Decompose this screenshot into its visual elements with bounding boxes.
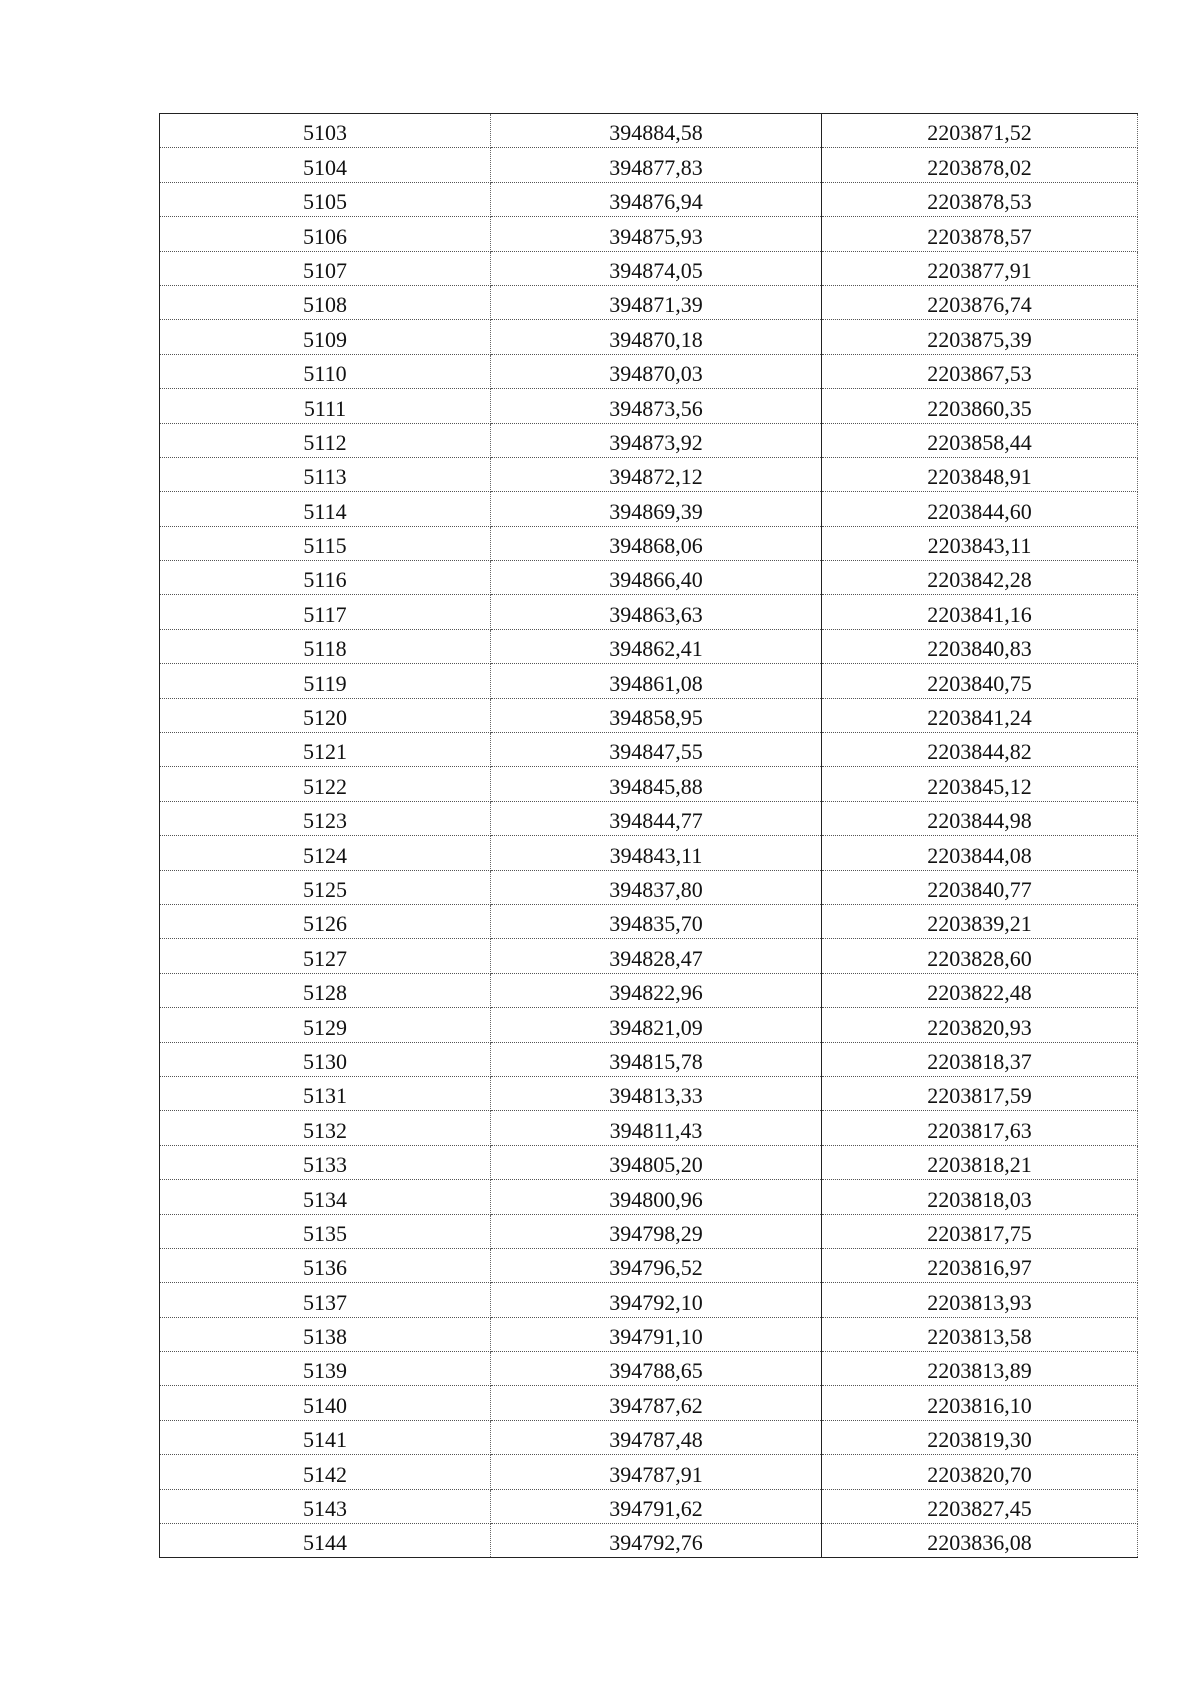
table-row [160, 217, 1138, 251]
point-number-cell: 5130 [160, 1042, 491, 1076]
table-row [160, 114, 1138, 148]
point-number-cell: 5115 [160, 526, 491, 560]
point-number-cell: 5108 [160, 285, 491, 319]
x-coordinate-cell: 394873,56 [491, 389, 822, 423]
point-number-cell: 5125 [160, 870, 491, 904]
table-row [160, 973, 1138, 1007]
point-number-cell: 5140 [160, 1386, 491, 1420]
x-coordinate-cell: 394787,62 [491, 1386, 822, 1420]
x-coordinate-cell: 394874,05 [491, 251, 822, 285]
x-coordinate-cell: 394788,65 [491, 1352, 822, 1386]
table-row [160, 1111, 1138, 1145]
y-coordinate-cell: 2203840,83 [822, 629, 1138, 663]
x-coordinate-cell: 394877,83 [491, 148, 822, 182]
y-coordinate-cell: 2203844,08 [822, 836, 1138, 870]
x-coordinate-cell: 394861,08 [491, 664, 822, 698]
y-coordinate-cell: 2203876,74 [822, 285, 1138, 319]
table-row [160, 423, 1138, 457]
point-number-cell: 5120 [160, 698, 491, 732]
y-coordinate-cell: 2203871,52 [822, 114, 1138, 148]
y-coordinate-cell: 2203867,53 [822, 354, 1138, 388]
table-row [160, 1180, 1138, 1214]
x-coordinate-cell: 394843,11 [491, 836, 822, 870]
x-coordinate-cell: 394792,10 [491, 1283, 822, 1317]
x-coordinate-cell: 394875,93 [491, 217, 822, 251]
y-coordinate-cell: 2203878,53 [822, 182, 1138, 216]
coordinates-table [159, 113, 1138, 1558]
point-number-cell: 5104 [160, 148, 491, 182]
table-row [160, 354, 1138, 388]
point-number-cell: 5119 [160, 664, 491, 698]
point-number-cell: 5124 [160, 836, 491, 870]
point-number-cell: 5126 [160, 904, 491, 938]
x-coordinate-cell: 394858,95 [491, 698, 822, 732]
y-coordinate-cell: 2203836,08 [822, 1524, 1138, 1558]
table-row [160, 870, 1138, 904]
y-coordinate-cell: 2203818,37 [822, 1042, 1138, 1076]
x-coordinate-cell: 394873,92 [491, 423, 822, 457]
table-row [160, 836, 1138, 870]
x-coordinate-cell: 394787,48 [491, 1420, 822, 1454]
point-number-cell: 5106 [160, 217, 491, 251]
point-number-cell: 5131 [160, 1076, 491, 1110]
table-row [160, 698, 1138, 732]
x-coordinate-cell: 394791,62 [491, 1489, 822, 1523]
point-number-cell: 5144 [160, 1524, 491, 1558]
point-number-cell: 5135 [160, 1214, 491, 1248]
table-row [160, 1455, 1138, 1489]
x-coordinate-cell: 394837,80 [491, 870, 822, 904]
point-number-cell: 5136 [160, 1248, 491, 1282]
y-coordinate-cell: 2203877,91 [822, 251, 1138, 285]
point-number-cell: 5110 [160, 354, 491, 388]
point-number-cell: 5118 [160, 629, 491, 663]
x-coordinate-cell: 394796,52 [491, 1248, 822, 1282]
point-number-cell: 5132 [160, 1111, 491, 1145]
x-coordinate-cell: 394800,96 [491, 1180, 822, 1214]
table-row [160, 904, 1138, 938]
y-coordinate-cell: 2203817,75 [822, 1214, 1138, 1248]
x-coordinate-cell: 394872,12 [491, 457, 822, 491]
y-coordinate-cell: 2203848,91 [822, 457, 1138, 491]
y-coordinate-cell: 2203820,93 [822, 1008, 1138, 1042]
table-row [160, 148, 1138, 182]
y-coordinate-cell: 2203820,70 [822, 1455, 1138, 1489]
table-row [160, 389, 1138, 423]
y-coordinate-cell: 2203819,30 [822, 1420, 1138, 1454]
table-row [160, 1214, 1138, 1248]
x-coordinate-cell: 394821,09 [491, 1008, 822, 1042]
y-coordinate-cell: 2203813,93 [822, 1283, 1138, 1317]
y-coordinate-cell: 2203817,59 [822, 1076, 1138, 1110]
table-row [160, 664, 1138, 698]
x-coordinate-cell: 394828,47 [491, 939, 822, 973]
y-coordinate-cell: 2203813,58 [822, 1317, 1138, 1351]
table-row [160, 1076, 1138, 1110]
coordinates-table-body [160, 114, 1138, 1558]
table-row [160, 1042, 1138, 1076]
point-number-cell: 5123 [160, 801, 491, 835]
point-number-cell: 5107 [160, 251, 491, 285]
x-coordinate-cell: 394862,41 [491, 629, 822, 663]
point-number-cell: 5109 [160, 320, 491, 354]
table-row [160, 1352, 1138, 1386]
y-coordinate-cell: 2203816,10 [822, 1386, 1138, 1420]
x-coordinate-cell: 394811,43 [491, 1111, 822, 1145]
point-number-cell: 5129 [160, 1008, 491, 1042]
x-coordinate-cell: 394815,78 [491, 1042, 822, 1076]
y-coordinate-cell: 2203818,21 [822, 1145, 1138, 1179]
x-coordinate-cell: 394866,40 [491, 561, 822, 595]
y-coordinate-cell: 2203842,28 [822, 561, 1138, 595]
table-row [160, 526, 1138, 560]
table-row [160, 1489, 1138, 1523]
x-coordinate-cell: 394876,94 [491, 182, 822, 216]
table-row [160, 320, 1138, 354]
table-row [160, 1317, 1138, 1351]
y-coordinate-cell: 2203841,24 [822, 698, 1138, 732]
point-number-cell: 5111 [160, 389, 491, 423]
point-number-cell: 5142 [160, 1455, 491, 1489]
y-coordinate-cell: 2203858,44 [822, 423, 1138, 457]
table-row [160, 1008, 1138, 1042]
table-row [160, 182, 1138, 216]
point-number-cell: 5141 [160, 1420, 491, 1454]
table-row [160, 939, 1138, 973]
point-number-cell: 5117 [160, 595, 491, 629]
point-number-cell: 5127 [160, 939, 491, 973]
table-row [160, 1386, 1138, 1420]
x-coordinate-cell: 394805,20 [491, 1145, 822, 1179]
y-coordinate-cell: 2203817,63 [822, 1111, 1138, 1145]
point-number-cell: 5137 [160, 1283, 491, 1317]
x-coordinate-cell: 394870,03 [491, 354, 822, 388]
x-coordinate-cell: 394847,55 [491, 733, 822, 767]
x-coordinate-cell: 394791,10 [491, 1317, 822, 1351]
point-number-cell: 5112 [160, 423, 491, 457]
y-coordinate-cell: 2203844,98 [822, 801, 1138, 835]
x-coordinate-cell: 394845,88 [491, 767, 822, 801]
point-number-cell: 5134 [160, 1180, 491, 1214]
x-coordinate-cell: 394844,77 [491, 801, 822, 835]
point-number-cell: 5121 [160, 733, 491, 767]
y-coordinate-cell: 2203875,39 [822, 320, 1138, 354]
y-coordinate-cell: 2203840,75 [822, 664, 1138, 698]
point-number-cell: 5113 [160, 457, 491, 491]
y-coordinate-cell: 2203844,82 [822, 733, 1138, 767]
x-coordinate-cell: 394822,96 [491, 973, 822, 1007]
x-coordinate-cell: 394870,18 [491, 320, 822, 354]
table-row [160, 1248, 1138, 1282]
point-number-cell: 5143 [160, 1489, 491, 1523]
y-coordinate-cell: 2203827,45 [822, 1489, 1138, 1523]
table-row [160, 1524, 1138, 1558]
y-coordinate-cell: 2203822,48 [822, 973, 1138, 1007]
y-coordinate-cell: 2203839,21 [822, 904, 1138, 938]
y-coordinate-cell: 2203843,11 [822, 526, 1138, 560]
y-coordinate-cell: 2203813,89 [822, 1352, 1138, 1386]
y-coordinate-cell: 2203844,60 [822, 492, 1138, 526]
table-row [160, 492, 1138, 526]
x-coordinate-cell: 394884,58 [491, 114, 822, 148]
point-number-cell: 5103 [160, 114, 491, 148]
x-coordinate-cell: 394863,63 [491, 595, 822, 629]
table-row [160, 733, 1138, 767]
point-number-cell: 5128 [160, 973, 491, 1007]
table-row [160, 251, 1138, 285]
y-coordinate-cell: 2203840,77 [822, 870, 1138, 904]
x-coordinate-cell: 394792,76 [491, 1524, 822, 1558]
table-row [160, 767, 1138, 801]
point-number-cell: 5114 [160, 492, 491, 526]
y-coordinate-cell: 2203828,60 [822, 939, 1138, 973]
point-number-cell: 5105 [160, 182, 491, 216]
x-coordinate-cell: 394813,33 [491, 1076, 822, 1110]
table-row [160, 285, 1138, 319]
table-row [160, 1283, 1138, 1317]
table-row [160, 561, 1138, 595]
x-coordinate-cell: 394869,39 [491, 492, 822, 526]
point-number-cell: 5116 [160, 561, 491, 595]
y-coordinate-cell: 2203818,03 [822, 1180, 1138, 1214]
x-coordinate-cell: 394798,29 [491, 1214, 822, 1248]
x-coordinate-cell: 394787,91 [491, 1455, 822, 1489]
table-row [160, 629, 1138, 663]
x-coordinate-cell: 394868,06 [491, 526, 822, 560]
point-number-cell: 5138 [160, 1317, 491, 1351]
table-row [160, 1145, 1138, 1179]
table-row [160, 801, 1138, 835]
x-coordinate-cell: 394871,39 [491, 285, 822, 319]
point-number-cell: 5122 [160, 767, 491, 801]
y-coordinate-cell: 2203816,97 [822, 1248, 1138, 1282]
y-coordinate-cell: 2203878,02 [822, 148, 1138, 182]
y-coordinate-cell: 2203845,12 [822, 767, 1138, 801]
y-coordinate-cell: 2203878,57 [822, 217, 1138, 251]
table-row [160, 1420, 1138, 1454]
x-coordinate-cell: 394835,70 [491, 904, 822, 938]
table-row [160, 595, 1138, 629]
y-coordinate-cell: 2203860,35 [822, 389, 1138, 423]
point-number-cell: 5133 [160, 1145, 491, 1179]
y-coordinate-cell: 2203841,16 [822, 595, 1138, 629]
table-row [160, 457, 1138, 491]
point-number-cell: 5139 [160, 1352, 491, 1386]
